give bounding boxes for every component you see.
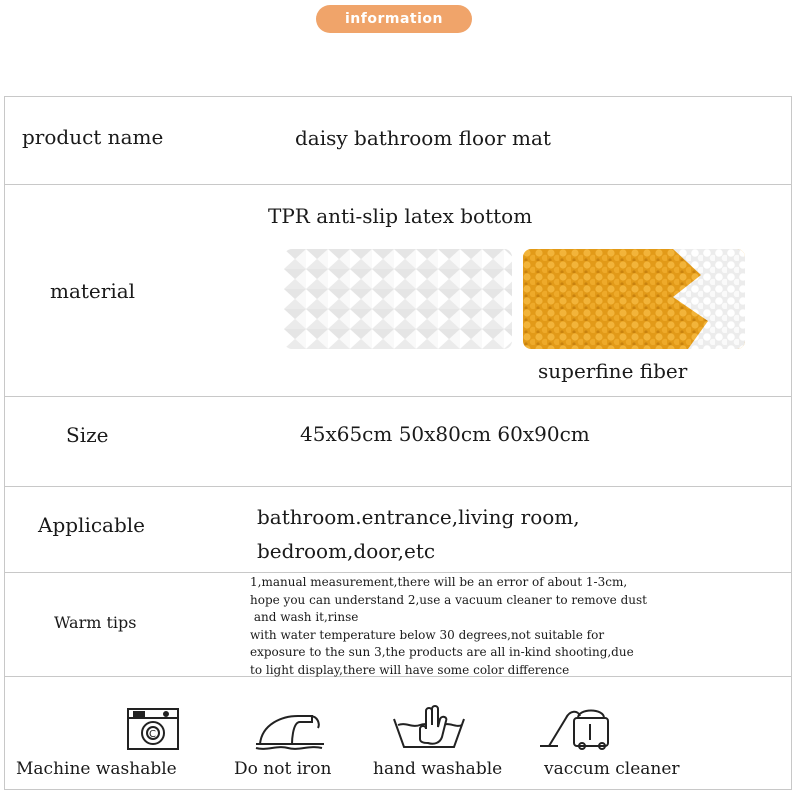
machine-washable-label: Machine washable [16, 759, 177, 779]
material-bottom-text: superfine fiber [538, 359, 688, 383]
vacuum-cleaner-icon [538, 704, 614, 754]
information-header-badge: information [316, 5, 472, 33]
warm-tips-line: 1,manual measurement,there will be an error of about 1-3cm, [250, 575, 628, 589]
size-label: Size [66, 423, 109, 447]
applicable-line-2: bedroom,door,etc [257, 539, 436, 563]
washing-machine-icon [126, 707, 180, 755]
warm-tips-line: to light display,there will have some color difference [250, 662, 570, 677]
product-name-label: product name [22, 125, 164, 149]
size-value: 45x65cm 50x80cm 60x90cm [300, 422, 590, 446]
applicable-label: Applicable [38, 513, 146, 537]
row-divider [4, 184, 792, 185]
applicable-line-1: bathroom.entrance,living room, [257, 505, 580, 529]
warm-tips-line: hope you can understand 2,use a vacuum cleaner to remove dust [250, 592, 647, 607]
material-top-text: TPR anti-slip latex bottom [268, 204, 533, 228]
superfine-fiber-image [523, 249, 745, 349]
hand-wash-icon [390, 705, 468, 755]
svg-text:C: C [149, 729, 156, 740]
warm-tips-line: and wash it,rinse [250, 610, 359, 624]
iron-icon [252, 708, 328, 756]
warm-tips-label: Warm tips [54, 613, 137, 632]
product-name-value: daisy bathroom floor mat [295, 126, 551, 150]
row-divider [4, 486, 792, 487]
tpr-latex-bottom-image [284, 249, 512, 349]
do-not-iron-label: Do not iron [234, 759, 332, 779]
row-divider [4, 396, 792, 397]
warm-tips-line: with water temperature below 30 degrees,not suitable for [250, 627, 605, 642]
row-divider [4, 572, 792, 573]
warm-tips-line: exposure to the sun 3,the products are all in-kind shooting,due [250, 645, 634, 659]
warm-tips-text [250, 574, 798, 679]
material-label: material [50, 279, 136, 303]
vacuum-cleaner-label: vaccum cleaner [544, 759, 680, 779]
hand-washable-label: hand washable [373, 759, 503, 779]
